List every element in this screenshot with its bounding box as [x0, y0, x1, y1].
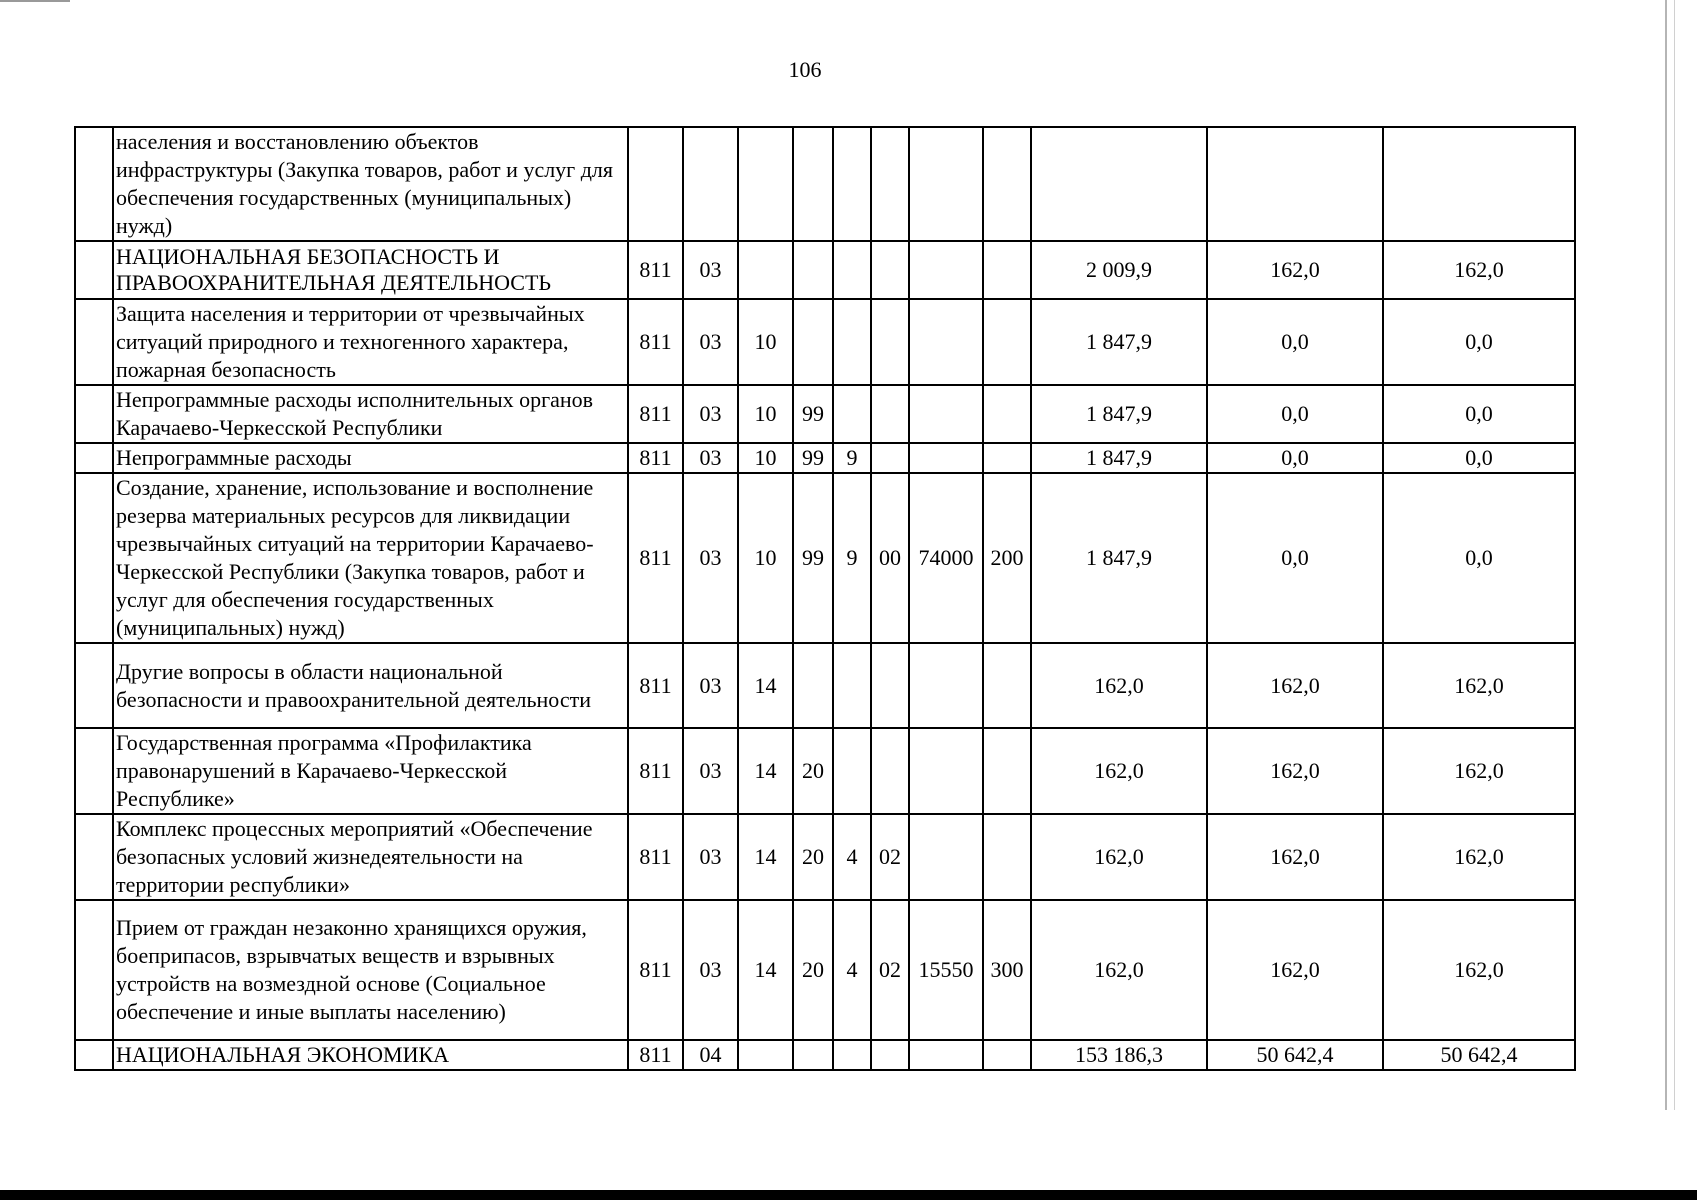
row-number-cell	[75, 1040, 113, 1070]
code-cs4	[909, 127, 983, 241]
code-cs4	[909, 814, 983, 900]
row-number-cell	[75, 241, 113, 299]
amount-year1: 162,0	[1031, 814, 1207, 900]
code-cs4	[909, 643, 983, 728]
amount-year3: 162,0	[1383, 643, 1575, 728]
code-vr: 200	[983, 473, 1031, 643]
row-number-cell	[75, 443, 113, 473]
code-cs1: 99	[793, 443, 833, 473]
scan-edge-right	[1665, 0, 1667, 1110]
code-ved: 811	[628, 385, 683, 443]
code-vr: 300	[983, 900, 1031, 1040]
code-rz: 03	[683, 643, 738, 728]
code-rz: 03	[683, 241, 738, 299]
table-row	[75, 241, 1575, 299]
code-cs1: 20	[793, 814, 833, 900]
code-vr	[983, 127, 1031, 241]
amount-year1: 1 847,9	[1031, 443, 1207, 473]
code-vr	[983, 385, 1031, 443]
row-name: Прием от граждан незаконно хранящихся оружия, боеприпасов, взрывчатых веществ и взрывных устройств на возмездной основе (Социальное обеспечение и иные выплаты населению)	[113, 900, 628, 1040]
code-rz: 03	[683, 443, 738, 473]
code-vr	[983, 1040, 1031, 1070]
row-number-cell	[75, 127, 113, 241]
row-name: Комплекс процессных мероприятий «Обеспечение безопасных условий жизнедеятельности на территории республики»	[113, 814, 628, 900]
code-cs2	[833, 241, 871, 299]
code-rz	[683, 127, 738, 241]
table-row	[75, 814, 1575, 900]
code-ved: 811	[628, 814, 683, 900]
row-number-cell	[75, 473, 113, 643]
table-row	[75, 1040, 1575, 1070]
code-cs3	[871, 1040, 909, 1070]
code-cs4	[909, 443, 983, 473]
code-rz: 03	[683, 728, 738, 814]
code-rz: 03	[683, 385, 738, 443]
code-pr: 10	[738, 299, 793, 385]
code-vr	[983, 299, 1031, 385]
budget-table	[74, 126, 1576, 1071]
row-name: населения и восстановлению объектов инфраструктуры (Закупка товаров, работ и услуг для обеспечения государственных (муниципальных) нужд)	[113, 127, 628, 241]
code-cs4: 15550	[909, 900, 983, 1040]
amount-year2	[1207, 127, 1383, 241]
code-cs4	[909, 385, 983, 443]
code-vr	[983, 241, 1031, 299]
scan-edge-bottom	[0, 1190, 1697, 1200]
code-cs2: 9	[833, 443, 871, 473]
amount-year3: 162,0	[1383, 728, 1575, 814]
code-cs1: 99	[793, 473, 833, 643]
amount-year1: 162,0	[1031, 900, 1207, 1040]
amount-year3: 0,0	[1383, 299, 1575, 385]
amount-year2: 162,0	[1207, 900, 1383, 1040]
code-cs3	[871, 443, 909, 473]
amount-year2: 0,0	[1207, 385, 1383, 443]
row-name: Непрограммные расходы	[113, 443, 628, 473]
code-ved: 811	[628, 643, 683, 728]
row-name: НАЦИОНАЛЬНАЯ ЭКОНОМИКА	[113, 1040, 628, 1070]
code-cs2	[833, 385, 871, 443]
code-rz: 03	[683, 299, 738, 385]
code-cs3	[871, 241, 909, 299]
row-name: НАЦИОНАЛЬНАЯ БЕЗОПАСНОСТЬ И ПРАВООХРАНИТЕЛЬНАЯ ДЕЯТЕЛЬНОСТЬ	[113, 241, 628, 299]
amount-year2: 162,0	[1207, 814, 1383, 900]
code-pr: 10	[738, 443, 793, 473]
code-cs3	[871, 643, 909, 728]
code-ved: 811	[628, 473, 683, 643]
amount-year3: 162,0	[1383, 814, 1575, 900]
amount-year1	[1031, 127, 1207, 241]
code-cs2	[833, 728, 871, 814]
code-cs1	[793, 127, 833, 241]
amount-year3: 0,0	[1383, 385, 1575, 443]
code-cs2	[833, 127, 871, 241]
row-number-cell	[75, 814, 113, 900]
row-number-cell	[75, 299, 113, 385]
code-ved: 811	[628, 900, 683, 1040]
code-cs3: 02	[871, 814, 909, 900]
code-vr	[983, 443, 1031, 473]
amount-year1: 1 847,9	[1031, 299, 1207, 385]
code-cs3: 02	[871, 900, 909, 1040]
scan-edge-right-inner	[1674, 0, 1675, 1110]
code-ved: 811	[628, 1040, 683, 1070]
amount-year1: 162,0	[1031, 643, 1207, 728]
row-name: Создание, хранение, использование и восполнение резерва материальных ресурсов для ликвидации чрезвычайных ситуаций на территории Карачаево-Черкесской Республики (Закупка товаров, работ и услуг для обеспечения государственных (муниципальных) нужд)	[113, 473, 628, 643]
amount-year3	[1383, 127, 1575, 241]
code-cs4: 74000	[909, 473, 983, 643]
code-cs1	[793, 643, 833, 728]
code-cs3	[871, 127, 909, 241]
table-row	[75, 728, 1575, 814]
table-row	[75, 443, 1575, 473]
code-rz: 04	[683, 1040, 738, 1070]
code-pr: 14	[738, 728, 793, 814]
code-cs3	[871, 299, 909, 385]
scan-edge-top	[0, 0, 70, 2]
table-row	[75, 385, 1575, 443]
page-number: 106	[788, 57, 822, 82]
code-pr: 14	[738, 643, 793, 728]
amount-year2: 50 642,4	[1207, 1040, 1383, 1070]
amount-year2: 162,0	[1207, 728, 1383, 814]
code-pr: 10	[738, 385, 793, 443]
code-ved: 811	[628, 241, 683, 299]
amount-year1: 153 186,3	[1031, 1040, 1207, 1070]
row-name: Государственная программа «Профилактика правонарушений в Карачаево-Черкесской Республике»	[113, 728, 628, 814]
amount-year2: 162,0	[1207, 241, 1383, 299]
code-cs2: 9	[833, 473, 871, 643]
row-number-cell	[75, 900, 113, 1040]
code-cs2: 4	[833, 814, 871, 900]
code-cs4	[909, 299, 983, 385]
code-pr: 14	[738, 900, 793, 1040]
code-rz: 03	[683, 473, 738, 643]
table-row	[75, 127, 1575, 241]
amount-year2: 0,0	[1207, 473, 1383, 643]
row-number-cell	[75, 643, 113, 728]
code-rz: 03	[683, 900, 738, 1040]
code-cs2	[833, 643, 871, 728]
code-cs2	[833, 1040, 871, 1070]
table-row	[75, 299, 1575, 385]
code-cs1: 20	[793, 900, 833, 1040]
code-pr	[738, 127, 793, 241]
code-cs1	[793, 1040, 833, 1070]
amount-year1: 2 009,9	[1031, 241, 1207, 299]
amount-year3: 50 642,4	[1383, 1040, 1575, 1070]
code-cs1	[793, 241, 833, 299]
code-cs4	[909, 728, 983, 814]
code-cs4	[909, 241, 983, 299]
code-ved: 811	[628, 728, 683, 814]
amount-year2: 0,0	[1207, 443, 1383, 473]
table-row	[75, 473, 1575, 643]
code-pr	[738, 1040, 793, 1070]
amount-year1: 1 847,9	[1031, 385, 1207, 443]
code-cs1: 99	[793, 385, 833, 443]
code-cs3	[871, 728, 909, 814]
row-name: Защита населения и территории от чрезвычайных ситуаций природного и техногенного характера, пожарная безопасность	[113, 299, 628, 385]
row-number-cell	[75, 385, 113, 443]
row-number-cell	[75, 728, 113, 814]
code-ved	[628, 127, 683, 241]
amount-year2: 0,0	[1207, 299, 1383, 385]
code-cs2: 4	[833, 900, 871, 1040]
code-cs4	[909, 1040, 983, 1070]
amount-year3: 162,0	[1383, 241, 1575, 299]
code-cs3: 00	[871, 473, 909, 643]
amount-year1: 162,0	[1031, 728, 1207, 814]
code-ved: 811	[628, 299, 683, 385]
row-name: Другие вопросы в области национальной безопасности и правоохранительной деятельности	[113, 643, 628, 728]
amount-year2: 162,0	[1207, 643, 1383, 728]
table-row	[75, 643, 1575, 728]
code-cs3	[871, 385, 909, 443]
amount-year3: 162,0	[1383, 900, 1575, 1040]
code-vr	[983, 814, 1031, 900]
code-cs1: 20	[793, 728, 833, 814]
row-name: Непрограммные расходы исполнительных органов Карачаево-Черкесской Республики	[113, 385, 628, 443]
code-cs2	[833, 299, 871, 385]
table-row	[75, 900, 1575, 1040]
code-pr	[738, 241, 793, 299]
code-vr	[983, 643, 1031, 728]
code-rz: 03	[683, 814, 738, 900]
code-ved: 811	[628, 443, 683, 473]
amount-year1: 1 847,9	[1031, 473, 1207, 643]
code-pr: 10	[738, 473, 793, 643]
code-pr: 14	[738, 814, 793, 900]
amount-year3: 0,0	[1383, 473, 1575, 643]
amount-year3: 0,0	[1383, 443, 1575, 473]
code-cs1	[793, 299, 833, 385]
code-vr	[983, 728, 1031, 814]
